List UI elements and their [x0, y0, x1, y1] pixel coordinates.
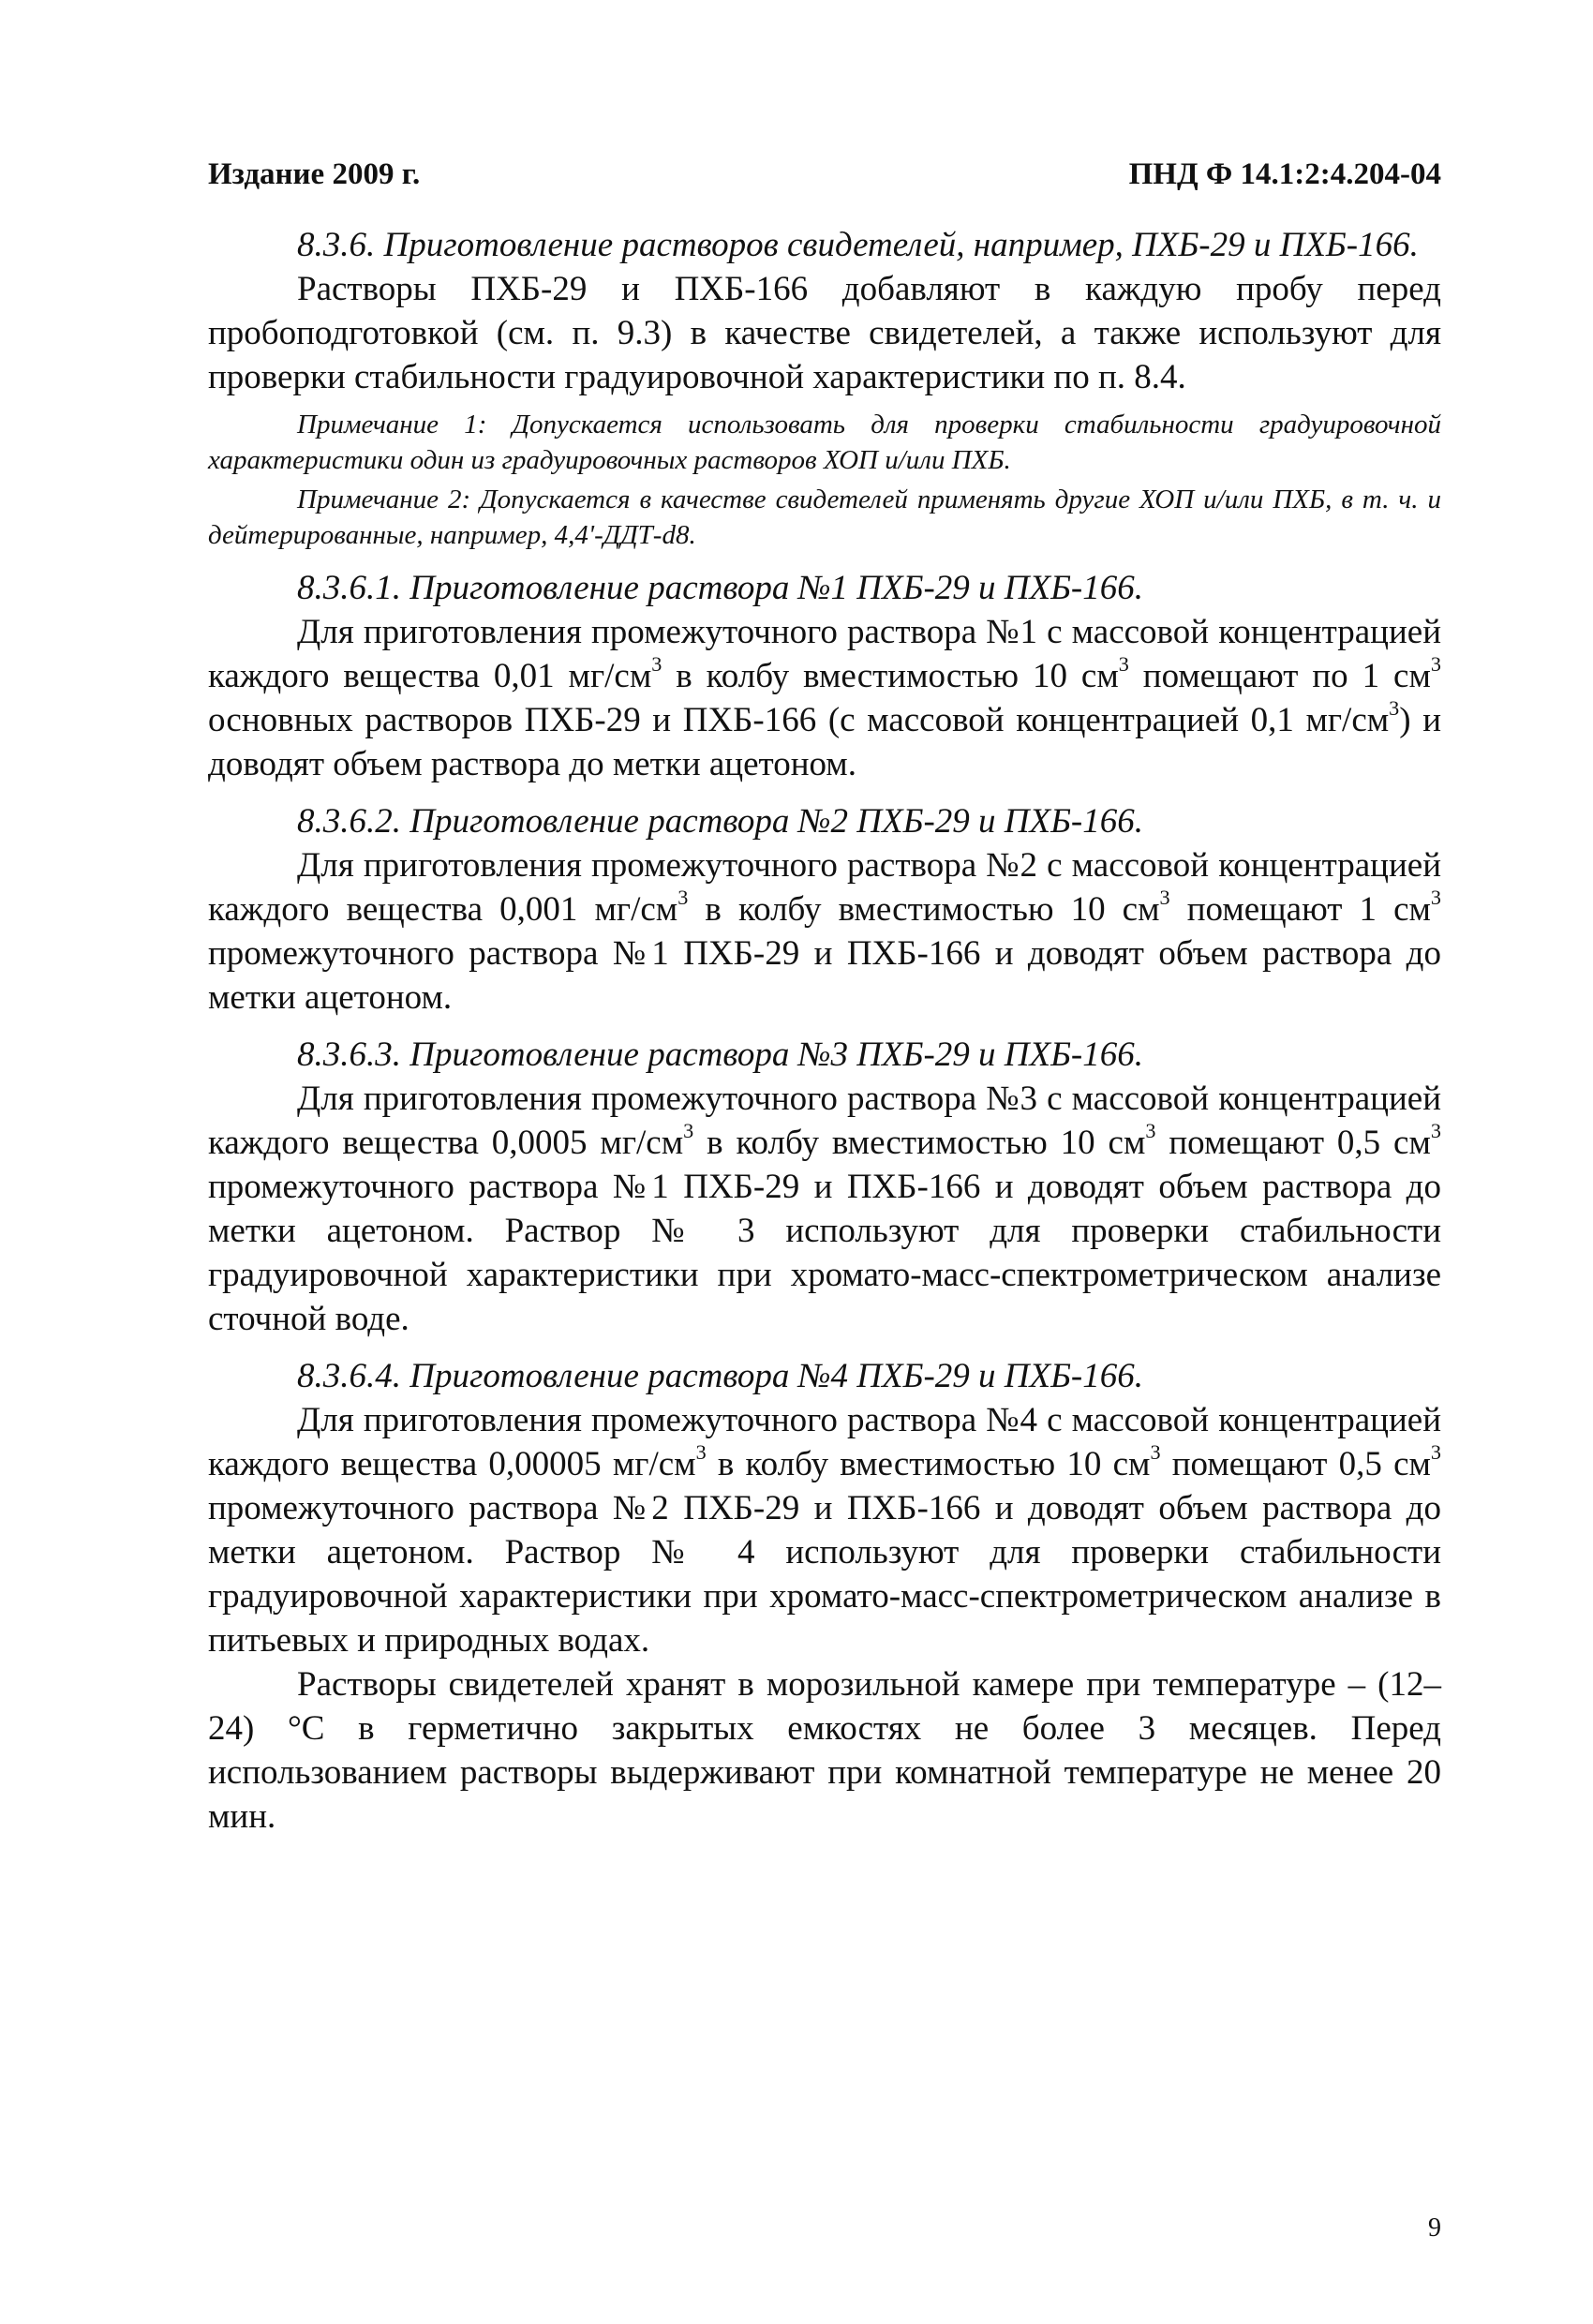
text-fragment: основных растворов ПХБ-29 и ПХБ-166 (с массовой концентрацией 0,1 мг/см — [208, 701, 1390, 739]
text-fragment: в колбу вместимостью 10 см — [688, 890, 1160, 929]
text-fragment: в колбу вместимостью 10 см — [693, 1124, 1146, 1162]
superscript: 3 — [651, 652, 663, 677]
page-number: 9 — [1428, 2213, 1441, 2242]
storage-paragraph: Растворы свидетелей хранят в морозильной камере при температуре – (12–24) °С в герметично закрытых емкостях не более 3 месяцев. Перед использованием растворы выдерживают при комнатной температуре не менее 20 мин. — [208, 1665, 1441, 1836]
text-fragment: в колбу вместимостью 10 см — [662, 657, 1119, 695]
superscript: 3 — [1430, 652, 1441, 677]
superscript: 3 — [677, 886, 689, 910]
text-fragment: помещают 0,5 см — [1160, 1445, 1431, 1483]
page-header — [208, 157, 1441, 204]
section-8-3-6-4-body — [208, 1398, 1441, 1662]
section-8-3-6-title: 8.3.6. Приготовление растворов свидетелей, например, ПХБ-29 и ПХБ-166. — [297, 226, 1419, 264]
text-fragment: Для приготовления промежуточного раствора №1 с массовой концентрацией каждого вещества 0,01 мг/см — [208, 613, 1441, 695]
text-fragment: Для приготовления промежуточного раствора №4 с массовой концентрацией каждого вещества 0,00005 мг/см — [208, 1401, 1441, 1483]
text-fragment: ) и доводят объем раствора до метки ацетоном. — [208, 701, 1441, 783]
document-body — [208, 223, 1441, 1839]
text-fragment: промежуточного раствора №1 ПХБ-29 и ПХБ-166 и доводят объем раствора до метки ацетоном. — [208, 934, 1441, 1017]
superscript: 3 — [1150, 1440, 1161, 1465]
superscript: 3 — [695, 1440, 707, 1465]
document-code: ПНД Ф 14.1:2:4.204-04 — [1128, 157, 1441, 191]
superscript: 3 — [683, 1119, 694, 1143]
superscript: 3 — [1430, 1440, 1441, 1465]
text-fragment: помещают 1 см — [1169, 890, 1431, 929]
edition-label: Издание 2009 г. — [208, 157, 421, 191]
superscript: 3 — [1118, 652, 1129, 677]
text-fragment: промежуточного раствора №1 ПХБ-29 и ПХБ-166 и доводят объем раствора до метки ацетоном. Раствор № 3 используют для проверки стабильности градуировочной характеристики при хромато-масс-спектрометрическом анализе сточной воде. — [208, 1168, 1441, 1338]
note-2: Примечание 2: Допускается в качестве свидетелей применять другие ХОП и/или ПХБ, в т. ч. и дейтерированные, например, 4,4'-ДДТ-d8. — [208, 484, 1441, 550]
superscript: 3 — [1430, 886, 1442, 910]
superscript: 3 — [1389, 696, 1400, 721]
section-8-3-6-4-title: 8.3.6.4. Приготовление раствора №4 ПХБ-29 и ПХБ-166. — [297, 1357, 1143, 1395]
text-fragment: Для приготовления промежуточного раствора №3 с массовой концентрацией каждого вещества 0,0005 мг/см — [208, 1080, 1441, 1162]
superscript: 3 — [1430, 1119, 1441, 1143]
note-1: Примечание 1: Допускается использовать для проверки стабильности градуировочной характеристики один из градуировочных растворов ХОП и/или ПХБ. — [208, 410, 1441, 475]
section-8-3-6-3-body — [208, 1077, 1441, 1341]
section-8-3-6-1-title: 8.3.6.1. Приготовление раствора №1 ПХБ-29 и ПХБ-166. — [297, 569, 1143, 607]
section-8-3-6-2-body — [208, 843, 1441, 1020]
section-8-3-6-3-title: 8.3.6.3. Приготовление раствора №3 ПХБ-29 и ПХБ-166. — [297, 1035, 1143, 1074]
superscript: 3 — [1159, 886, 1170, 910]
section-8-3-6-2-title: 8.3.6.2. Приготовление раствора №2 ПХБ-29 и ПХБ-166. — [297, 802, 1143, 841]
superscript: 3 — [1145, 1119, 1156, 1143]
section-8-3-6-1-body — [208, 610, 1441, 786]
section-8-3-6-body: Растворы ПХБ-29 и ПХБ-166 добавляют в каждую пробу перед пробоподготовкой (см. п. 9.3) в качестве свидетелей, а также используют для проверки стабильности градуировочной характеристики по п. 8.4. — [208, 270, 1441, 396]
text-fragment: помещают 0,5 см — [1155, 1124, 1431, 1162]
text-fragment: промежуточного раствора №2 ПХБ-29 и ПХБ-166 и доводят объем раствора до метки ацетоном. Раствор № 4 используют для проверки стабильности градуировочной характеристики при хромато-масс-спектрометрическом анализе в питьевых и природных водах. — [208, 1489, 1441, 1660]
text-fragment: в колбу вместимостью 10 см — [706, 1445, 1151, 1483]
text-fragment: помещают по 1 см — [1128, 657, 1431, 695]
text-fragment: Для приготовления промежуточного раствора №2 с массовой концентрацией каждого вещества 0,001 мг/см — [208, 846, 1441, 929]
